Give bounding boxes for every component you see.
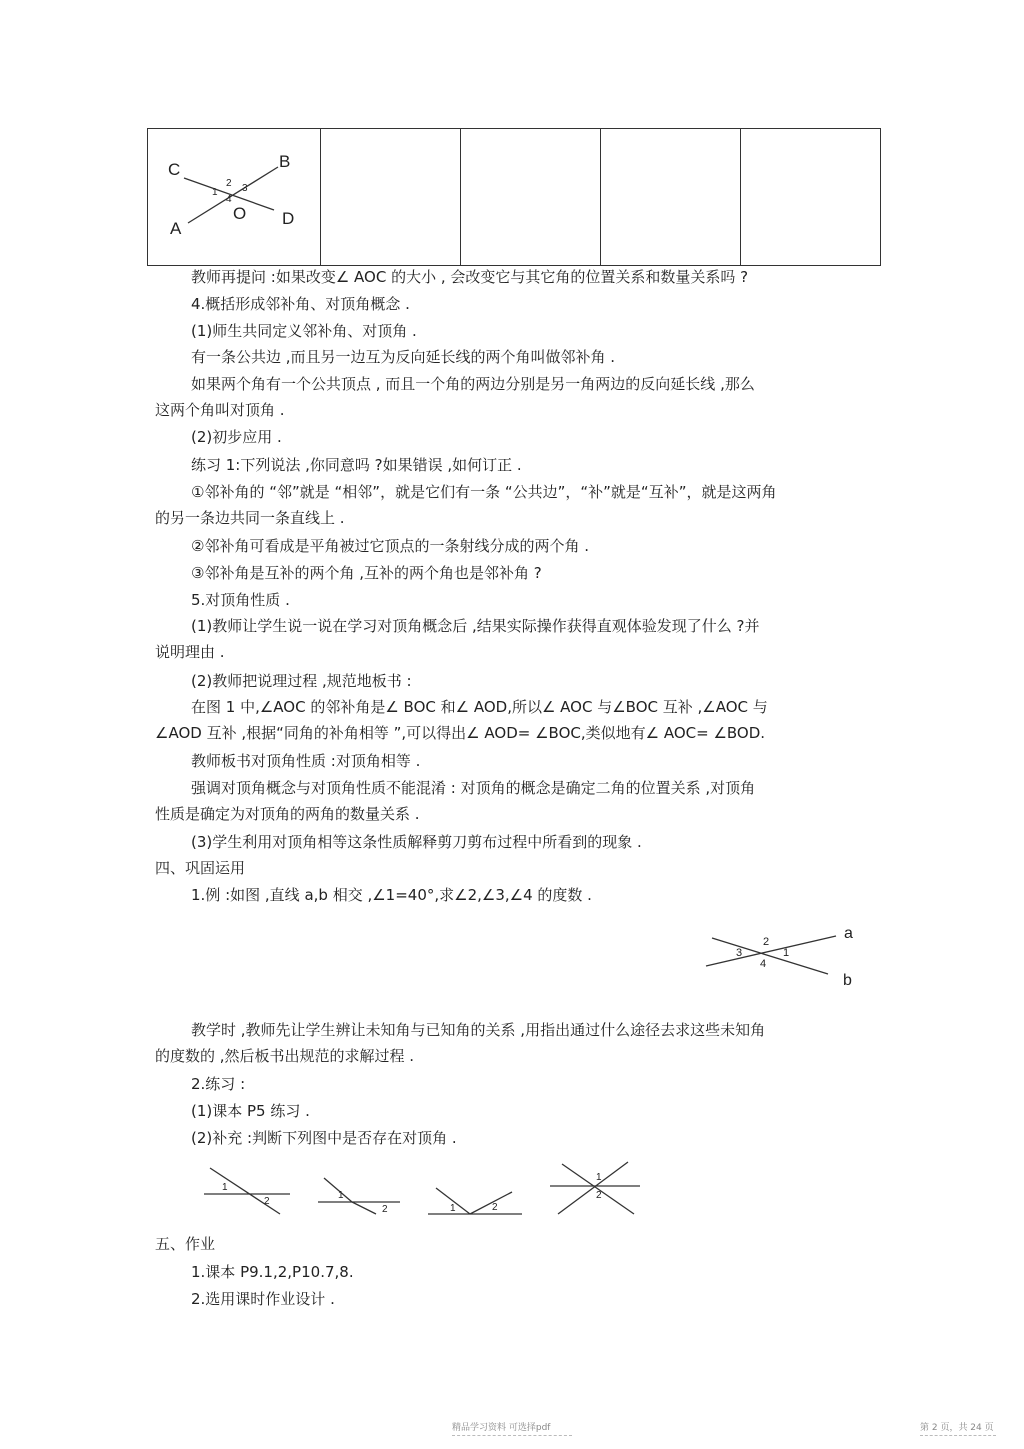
- label-a: A: [170, 219, 182, 238]
- text-line: 在图 1 中,∠AOC 的邻补角是∠ BOC 和∠ AOD,所以∠ AOC 与∠BOC 互补 ,∠AOC 与: [191, 698, 768, 716]
- exercise-figure-1: [198, 1162, 294, 1218]
- text-line: 性质是确定为对顶角的两角的数量关系 .: [155, 805, 420, 823]
- line-a-label: a: [844, 925, 853, 942]
- exercise-figure-3: [424, 1180, 526, 1220]
- label-c: C: [168, 160, 181, 179]
- text-line: (1)教师让学生说一说在学习对顶角概念后 ,结果实际操作获得直观体验发现了什么 ?并: [191, 617, 760, 635]
- text-line: 1.例 :如图 ,直线 a,b 相交 ,∠1=40°,求∠2,∠3,∠4 的度数 .: [191, 886, 592, 904]
- text-line: (2)初步应用 .: [191, 428, 282, 446]
- text-line: ①邻补角的 “邻”就是 “相邻”，就是它们有一条 “公共边”，“补”就是“互补”，就是这两角: [191, 483, 777, 501]
- page-number: 第 2 页，共 24 页: [920, 1423, 994, 1433]
- exercise-figure-4: [546, 1158, 644, 1218]
- intersecting-lines-figure: [148, 129, 320, 261]
- section-heading: 五、作业: [155, 1235, 216, 1253]
- footer-watermark: 精品学习资料 可选择pdf: [452, 1423, 551, 1433]
- empty-cell: [461, 129, 601, 266]
- text-line: ②邻补角可看成是平角被过它顶点的一条射线分成的两个角 .: [191, 537, 589, 555]
- section-heading: 四、巩固运用: [155, 859, 246, 877]
- text-line: 的另一条边共同一条直线上 .: [155, 509, 345, 527]
- angle-2: 2: [763, 936, 770, 948]
- footer-divider: [920, 1435, 996, 1436]
- text-line: 有一条公共边 ,而且另一边互为反向延长线的两个角叫做邻补角 .: [191, 348, 616, 366]
- figure-table: [147, 128, 881, 266]
- text-line: 强调对顶角概念与对顶角性质不能混淆 : 对顶角的概念是确定二角的位置关系 ,对顶角: [191, 779, 756, 797]
- angle-1: 1: [338, 1190, 344, 1201]
- text-line: (1)课本 P5 练习 .: [191, 1102, 310, 1120]
- text-line: 如果两个角有一个公共顶点 , 而且一个角的两边分别是另一角两边的反向延长线 ,那么: [191, 375, 755, 393]
- text-line: 练习 1:下列说法 ,你同意吗 ?如果错误 ,如何订正 .: [191, 456, 522, 474]
- text-line: 这两个角叫对顶角 .: [155, 401, 285, 419]
- angle-3: 3: [242, 183, 248, 194]
- angle-2: 2: [596, 1190, 602, 1201]
- text-line: ∠AOD 互补 ,根据“同角的补角相等 ”,可以得出∠ AOD= ∠BOC,类似地有∠ AOC= ∠BOD.: [155, 724, 766, 742]
- empty-cell: [601, 129, 741, 266]
- text-line: (2)补充 :判断下列图中是否存在对顶角 .: [191, 1129, 457, 1147]
- angle-2: 2: [382, 1204, 388, 1215]
- figure-cell: [148, 129, 321, 266]
- angle-2: 2: [226, 178, 232, 189]
- angle-4: 4: [760, 958, 767, 970]
- angle-4: 4: [226, 194, 232, 205]
- example-lines-figure: [700, 922, 870, 992]
- text-line: (1)师生共同定义邻补角、对顶角 .: [191, 322, 417, 340]
- label-o: O: [233, 204, 247, 223]
- label-d: D: [282, 209, 295, 228]
- text-line: 教师再提问 :如果改变∠ AOC 的大小 , 会改变它与其它角的位置关系和数量关系吗 ?: [191, 268, 749, 286]
- angle-2: 2: [492, 1202, 498, 1213]
- label-b: B: [279, 152, 291, 171]
- text-line: 说明理由 .: [155, 643, 225, 661]
- angle-2: 2: [264, 1196, 270, 1207]
- empty-cell: [741, 129, 881, 266]
- text-line: 教学时 ,教师先让学生辨让未知角与已知角的关系 ,用指出通过什么途径去求这些未知角: [191, 1021, 766, 1039]
- text-line: (2)教师把说理过程 ,规范地板书 :: [191, 672, 412, 690]
- text-line: ③邻补角是互补的两个角 ,互补的两个角也是邻补角 ?: [191, 564, 542, 582]
- text-line: 2.选用课时作业设计 .: [191, 1290, 335, 1308]
- angle-1: 1: [783, 947, 790, 959]
- angle-3: 3: [736, 947, 743, 959]
- exercise-figure-2: [312, 1170, 404, 1216]
- text-line: 4.概括形成邻补角、对顶角概念 .: [191, 295, 410, 313]
- line-b-label: b: [843, 972, 852, 989]
- footer-divider: [452, 1435, 572, 1436]
- empty-cell: [321, 129, 461, 266]
- angle-1: 1: [222, 1182, 228, 1193]
- text-line: (3)学生利用对顶角相等这条性质解释剪刀剪布过程中所看到的现象 .: [191, 833, 642, 851]
- text-line: 教师板书对顶角性质 :对顶角相等 .: [191, 752, 421, 770]
- text-line: 的度数的 ,然后板书出规范的求解过程 .: [155, 1047, 415, 1065]
- angle-1: 1: [450, 1203, 456, 1214]
- text-line: 2.练习 :: [191, 1075, 246, 1093]
- angle-1: 1: [596, 1172, 602, 1183]
- angle-1: 1: [212, 187, 218, 198]
- text-line: 5.对顶角性质 .: [191, 591, 290, 609]
- text-line: 1.课本 P9.1,2,P10.7,8.: [191, 1263, 354, 1281]
